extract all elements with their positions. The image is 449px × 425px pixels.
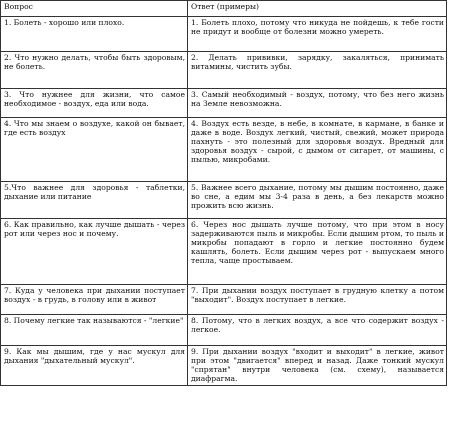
table-row	[1, 52, 447, 89]
table-row	[1, 89, 447, 118]
question-cell: 8. Почему легкие так называются - "легкие"	[1, 315, 188, 346]
answer-cell: 9. При дыхании воздух "входит и выходит" в легкие, живот при этом "двигается" вперед и назад. Даже тонкий мускул "спрятан" внутри человека (см. схему), называется диафрагма.	[188, 346, 447, 386]
question-cell: 7. Куда у человека при дыхании поступает воздух - в грудь, в голову или в живот	[1, 285, 188, 315]
question-cell: 4. Что мы знаем о воздухе, какой он бывает, где есть воздух	[1, 118, 188, 182]
question-cell: 1. Болеть - хорошо или плохо.	[1, 17, 188, 52]
answer-cell: 4. Воздух есть везде, в небе, в комнате, в кармане, в банке и даже в воде. Воздух легкий, чистый, свежий, может природа пахнуть - это полезный для здоровья воздух. Вредный для здоровья воздух - сырой, с дымом от сигарет, от машины, с пылью, микробами.	[188, 118, 447, 182]
question-cell: 6. Как правильно, как лучше дышать - через рот или через нос и почему.	[1, 219, 188, 285]
table-row	[1, 346, 447, 386]
answer-cell: 1. Болеть плохо, потому что никуда не пойдешь, к тебе гости не придут и вообще от болезни можно умереть.	[188, 17, 447, 52]
answer-cell: 7. При дыхании воздух поступает в грудную клетку а потом "выходит". Воздух поступает в легкие.	[188, 285, 447, 315]
answer-cell: 8. Потому, что в легких воздух, а все что содержит воздух - легкое.	[188, 315, 447, 346]
table-row	[1, 285, 447, 315]
header-question: Вопрос	[1, 1, 188, 17]
answer-cell: 3. Самый необходимый - воздух, потому, что без него жизнь на Земле невозможна.	[188, 89, 447, 118]
table-row	[1, 315, 447, 346]
table-row	[1, 118, 447, 182]
question-cell: 9. Как мы дышим, где у нас мускул для дыхания "дыхательный мускул".	[1, 346, 188, 386]
answer-cell: 5. Важнее всего дыхание, потому мы дышим постоянно, даже во сне, а едим мы 3-4 раза в день, а без лекарств можно прожить всю жизнь.	[188, 182, 447, 219]
table-header-row	[1, 1, 447, 17]
question-cell: 3. Что нужнее для жизни, что самое необходимое - воздух, еда или вода.	[1, 89, 188, 118]
table-row	[1, 182, 447, 219]
table-row	[1, 219, 447, 285]
answer-cell: 6. Через нос дышать лучше потому, что при этом в носу задерживаются пыль и микробы. Если дышим ртом, то пыль и микробы попадают в горло и легкие постоянно будем кашлять, болеть. Если дышим через рот - выпускаем много тепла, чаще простываем.	[188, 219, 447, 285]
question-cell: 5.Что важнее для здоровья - таблетки, дыхание или питание	[1, 182, 188, 219]
answer-cell: 2. Делать прививки, зарядку, закаляться, принимать витамины, чистить зубы.	[188, 52, 447, 89]
header-answer: Ответ (примеры)	[188, 1, 447, 17]
table-row	[1, 17, 447, 52]
question-cell: 2. Что нужно делать, чтобы быть здоровым, не болеть.	[1, 52, 188, 89]
